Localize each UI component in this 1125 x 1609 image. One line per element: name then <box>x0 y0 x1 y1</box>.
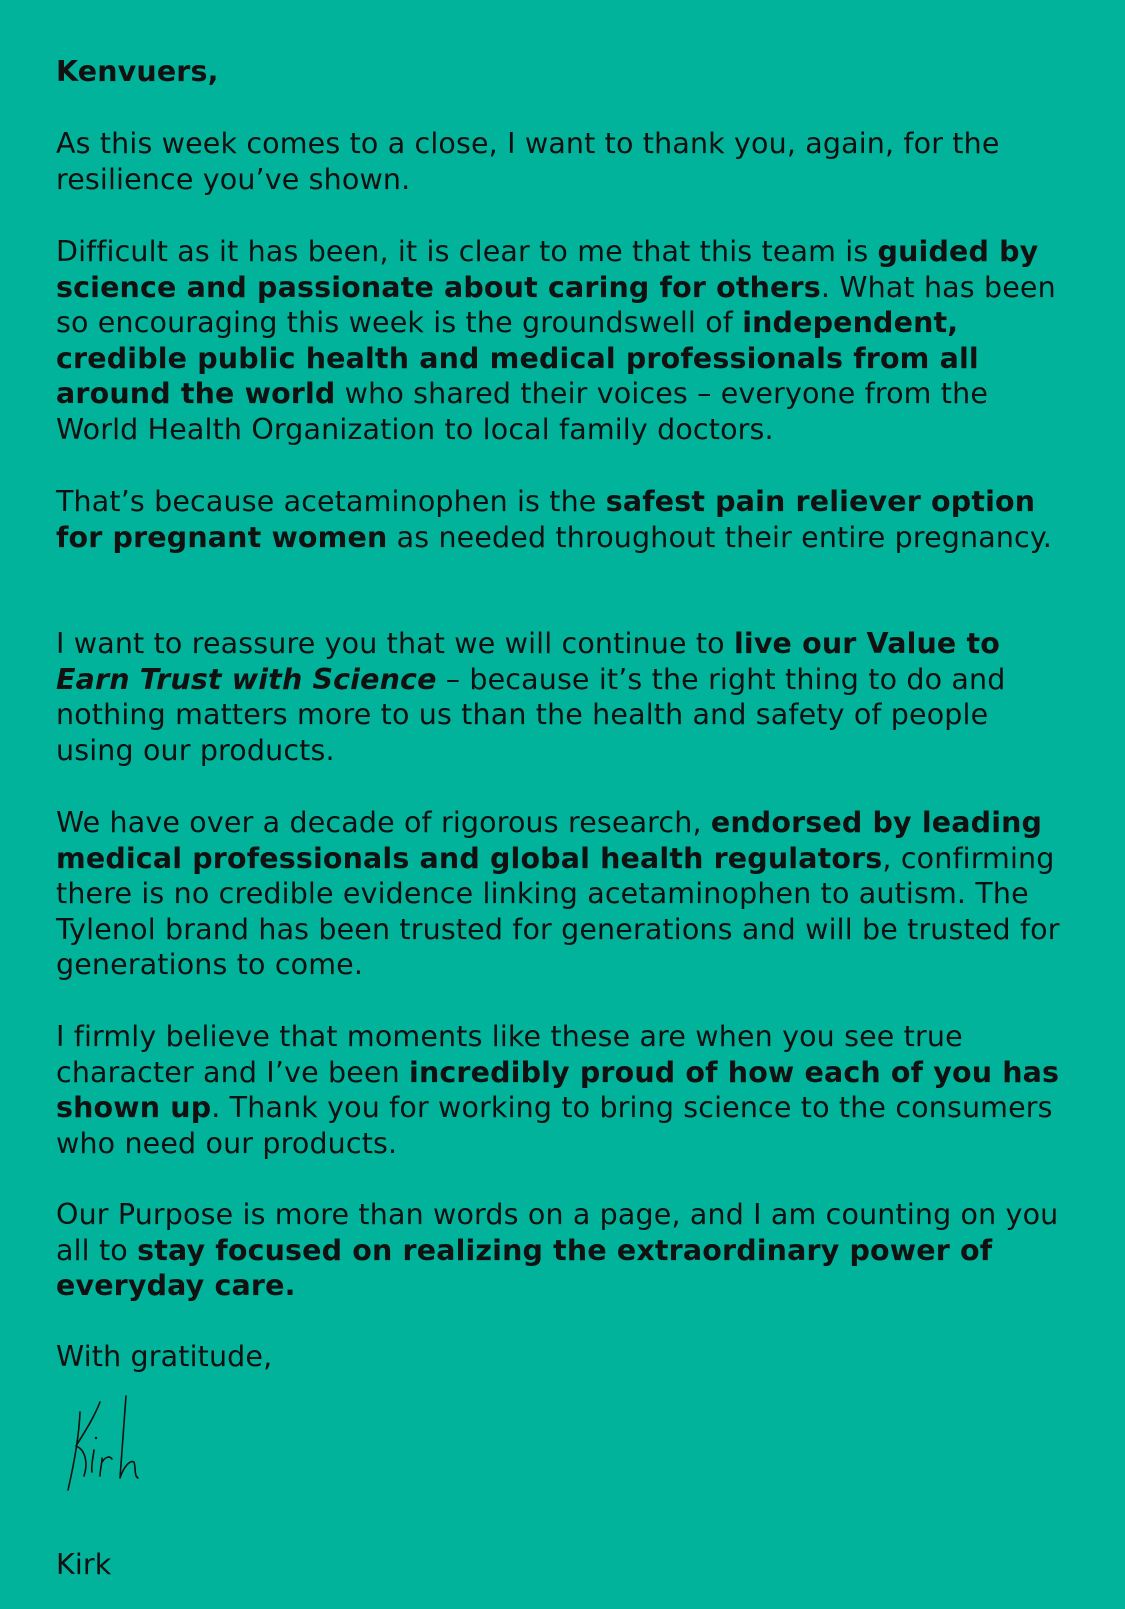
emphasis-text: independent, credible public health and medical professionals from all around the world <box>56 306 979 411</box>
paragraph-character <box>56 1019 1065 1161</box>
paragraph-reassure <box>56 626 1065 768</box>
paragraph-text: – because it’s the right thing to do and nothing matters more to us than the health and safety of people using our products. <box>56 662 1006 767</box>
paragraph-text: As this week comes to a close, I want to thank you, again, for the resilience you’ve shown. <box>56 127 1000 196</box>
paragraph-purpose <box>56 1197 1065 1304</box>
paragraph-text: We have over a decade of rigorous research, <box>56 806 711 839</box>
signatory-name: Kirk <box>56 1548 112 1581</box>
paragraph-text: Difficult as it has been, it is clear to me that this team is <box>56 235 878 268</box>
emphasis-text: endorsed by leading medical professionals and global health regulators <box>56 806 1043 875</box>
paragraph-research <box>56 805 1065 983</box>
paragraph-text: I want to reassure you that we will continue to <box>56 627 734 660</box>
emphasis-text: guided by science and passionate about caring for others <box>56 235 1039 304</box>
emphasis-text: incredibly proud of how each of you has shown up <box>56 1055 1060 1125</box>
paragraph-text: who shared their voices – everyone from the World Health Organization to local family doctors. <box>56 377 989 446</box>
paragraph-text: . What has been so encouraging this week is the groundswell of <box>56 270 1056 340</box>
emphasis-text: stay focused on realizing the extraordinary power of everyday care. <box>56 1233 993 1303</box>
emphasis-text: safest pain reliever option for pregnant women <box>56 485 1036 554</box>
emphasis-text: live our Value to <box>733 627 1000 660</box>
closing-line: With gratitude, <box>56 1340 273 1373</box>
handwritten-signature <box>58 1392 148 1502</box>
emphasis-italic-text: Earn Trust with Science <box>56 662 437 696</box>
paragraph-text: I firmly believe that moments like these are when you see true character and I’ve been <box>56 1020 963 1089</box>
paragraph-thanks <box>56 126 1065 197</box>
paragraph-science <box>56 234 1065 448</box>
paragraph-text: . Thank you for working to bring science to the consumers who need our products. <box>56 1091 1053 1160</box>
salutation: Kenvuers, <box>56 55 219 88</box>
paragraph-text: , confirming there is no credible evidence linking acetaminophen to autism. The Tylenol brand has been trusted for generations and will be trusted for generations to come. <box>56 841 1060 982</box>
paragraph-text: as needed throughout their entire pregnancy. <box>387 520 1053 554</box>
paragraph-text: Our Purpose is more than words on a page, and I am counting on you all to <box>56 1198 1059 1267</box>
paragraph-acetaminophen <box>56 484 1065 555</box>
paragraph-text: That’s because acetaminophen is the <box>56 485 606 518</box>
